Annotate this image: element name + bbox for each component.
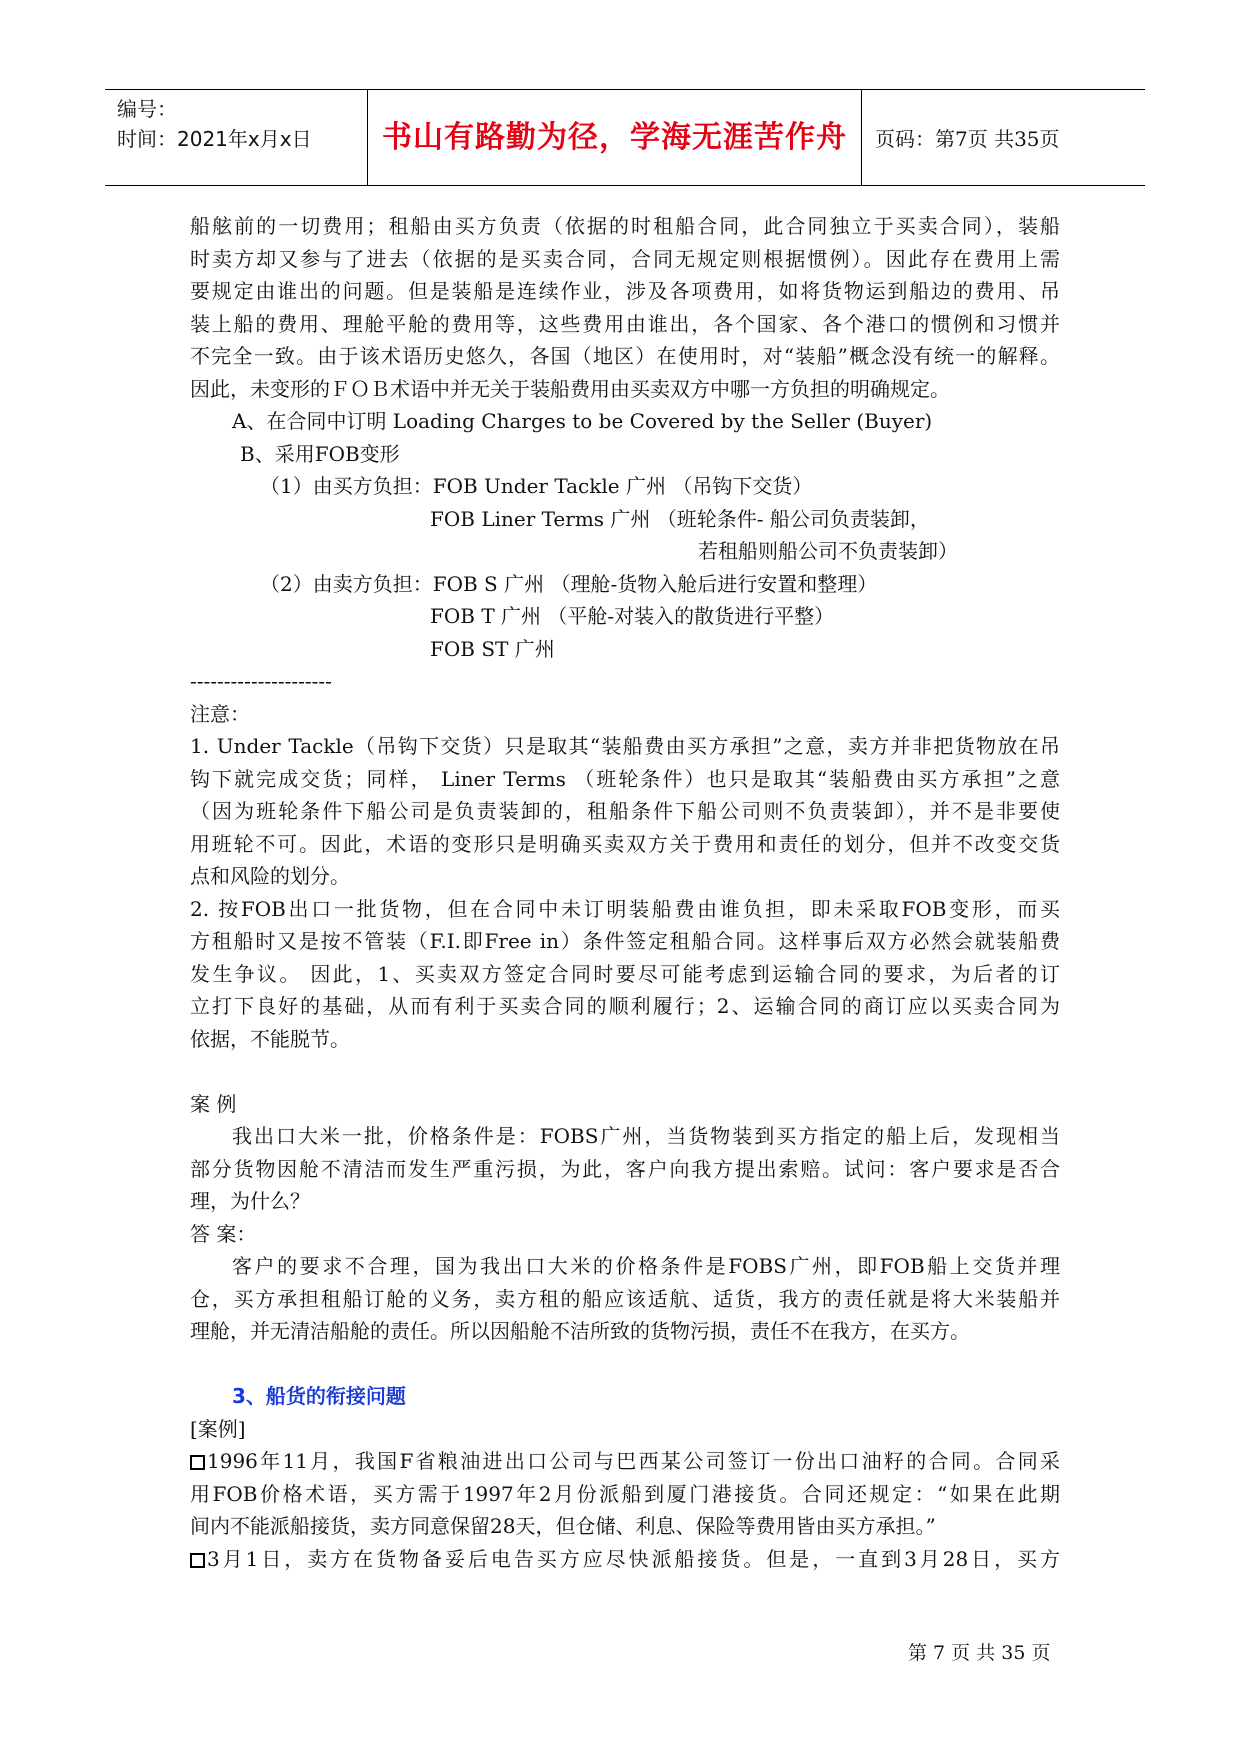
separator-line: ---------------------	[190, 669, 332, 693]
paragraph-line: 间内不能派船接货，卖方同意保留28天，但仓储、利息、保险等费用皆由买方承担。”	[190, 1514, 936, 1538]
paragraph-line: 时卖方却又参与了进去（依据的是买卖合同，合同无规定则根据惯例）。因此存在费用上需	[190, 246, 1060, 271]
header-page-number: 页码：第7页 共35页	[875, 127, 1060, 151]
case-label: [案例]	[190, 1416, 246, 1441]
blank-line	[190, 1348, 1060, 1381]
section-title: 3、船货的衔接问题	[232, 1384, 406, 1408]
paragraph-line: 依据，不能脱节。	[190, 1026, 350, 1051]
bullet-text: 1996年11月，我国F省粮油进出口公司与巴西某公司签订一份出口油籽的合同。合同采	[207, 1449, 1060, 1473]
list-item: 若租船则船公司不负责装卸）	[698, 539, 958, 563]
bullet-paragraph-line	[190, 1445, 1060, 1478]
paragraph-line: 不完全一致。由于该术语历史悠久，各国（地区）在使用时，对“装船”概念没有统一的解释。	[190, 344, 1060, 368]
paragraph-line: 用FOB价格术语，买方需于1997年2月份派船到厦门港接货。合同还规定：“如果在此期	[190, 1481, 1060, 1506]
page-header	[105, 89, 1145, 186]
document-time-label: 时间：2021年x月x日	[117, 127, 312, 151]
paragraph-line: 发生争议。 因此，1、买卖双方签定合同时要尽可能考虑到运输合同的要求，为后者的订	[190, 961, 1060, 986]
paragraph-line: 1. Under Tackle（吊钩下交货）只是取其“装船费由买方承担”之意，卖方并非把货物放在吊	[190, 734, 1060, 758]
paragraph-line: 部分货物因舱不清洁而发生严重污损，为此，客户向我方提出索赔。试问：客户要求是否合	[190, 1156, 1060, 1181]
document-body	[190, 210, 1060, 1575]
checkbox-bullet-icon	[190, 1455, 205, 1470]
paragraph-line: 用班轮不可。因此，术语的变形只是明确买卖双方关于费用和责任的划分，但并不改变交货	[190, 831, 1060, 856]
paragraph-line: 船舷前的一切费用；租船由买方负责（依据的时租船合同，此合同独立于买卖合同），装船	[190, 214, 1060, 238]
list-item: A、在合同中订明 Loading Charges to be Covered by the Seller (Buyer)	[232, 409, 933, 433]
answer-heading: 答 案：	[190, 1221, 257, 1246]
paragraph-line: 仓，买方承担租船订舱的义务，卖方租的船应该适航、适货，我方的责任就是将大米装船并	[190, 1286, 1060, 1311]
checkbox-bullet-icon	[190, 1553, 205, 1568]
list-item: FOB T 广州 （平舱-对装入的散货进行平整）	[430, 604, 835, 628]
paragraph-line: 2. 按FOB出口一批货物，但在合同中未订明装船费由谁负担，即未采取FOB变形，而买	[190, 896, 1060, 921]
case-heading: 案 例	[190, 1091, 237, 1116]
header-divider	[861, 90, 862, 185]
paragraph-line: （因为班轮条件下船公司是负责装卸的，租船条件下船公司则不负责装卸），并不是非要使	[190, 799, 1060, 823]
header-motto: 书山有路勤为径，学海无涯苦作舟	[382, 120, 847, 155]
paragraph-line: 立打下良好的基础，从而有利于买卖合同的顺利履行；2、运输合同的商订应以买卖合同为	[190, 994, 1060, 1018]
paragraph-line: 客户的要求不合理，国为我出口大米的价格条件是FOBS广州，即FOB船上交货并理	[232, 1254, 1060, 1278]
list-item: （1）由买方负担：FOB Under Tackle 广州 （吊钩下交货）	[260, 474, 813, 498]
paragraph-line: 要规定由谁出的问题。但是装船是连续作业，涉及各项费用，如将货物运到船边的费用、吊	[190, 279, 1060, 303]
list-item: （2）由卖方负担：FOB S 广州 （理舱-货物入舱后进行安置和整理）	[260, 571, 878, 596]
paragraph-line: 钩下就完成交货；同样， Liner Terms （班轮条件）也只是取其“装船费由买方承担”之意	[190, 766, 1060, 791]
blank-line	[190, 1055, 1060, 1088]
paragraph-line: 点和风险的划分。	[190, 864, 350, 888]
header-info	[117, 94, 312, 154]
list-item: FOB Liner Terms 广州 （班轮条件- 船公司负责装卸，	[430, 506, 930, 531]
bullet-paragraph-line	[190, 1543, 1060, 1576]
paragraph-line: 理舱，并无清洁船舱的责任。所以因船舱不洁所致的货物污损，责任不在我方，在买方。	[190, 1319, 970, 1343]
note-heading: 注意：	[190, 701, 250, 726]
page-footer: 第 7 页 共 35 页	[908, 1642, 1051, 1664]
bullet-text: 3月1日，卖方在货物备妥后电告买方应尽快派船接货。但是，一直到3月28日，买方	[207, 1546, 1060, 1571]
list-item: FOB ST 广州	[430, 636, 555, 661]
document-number-label: 编号：	[117, 97, 177, 121]
list-item: B、采用FOB变形	[240, 441, 400, 466]
paragraph-line: 装上船的费用、理舱平舱的费用等，这些费用由谁出，各个国家、各个港口的惯例和习惯并	[190, 311, 1060, 336]
paragraph-line: 方租船时又是按不管装（F.I.即Free in）条件签定租船合同。这样事后双方必然会就装船费	[190, 929, 1060, 953]
paragraph-line: 理，为什么？	[190, 1189, 310, 1213]
paragraph-line: 因此，未变形的ＦＯＢ术语中并无关于装船费用由买卖双方中哪一方负担的明确规定。	[190, 376, 950, 401]
paragraph-line: 我出口大米一批，价格条件是：FOBS广州，当货物装到买方指定的船上后，发现相当	[232, 1124, 1060, 1148]
